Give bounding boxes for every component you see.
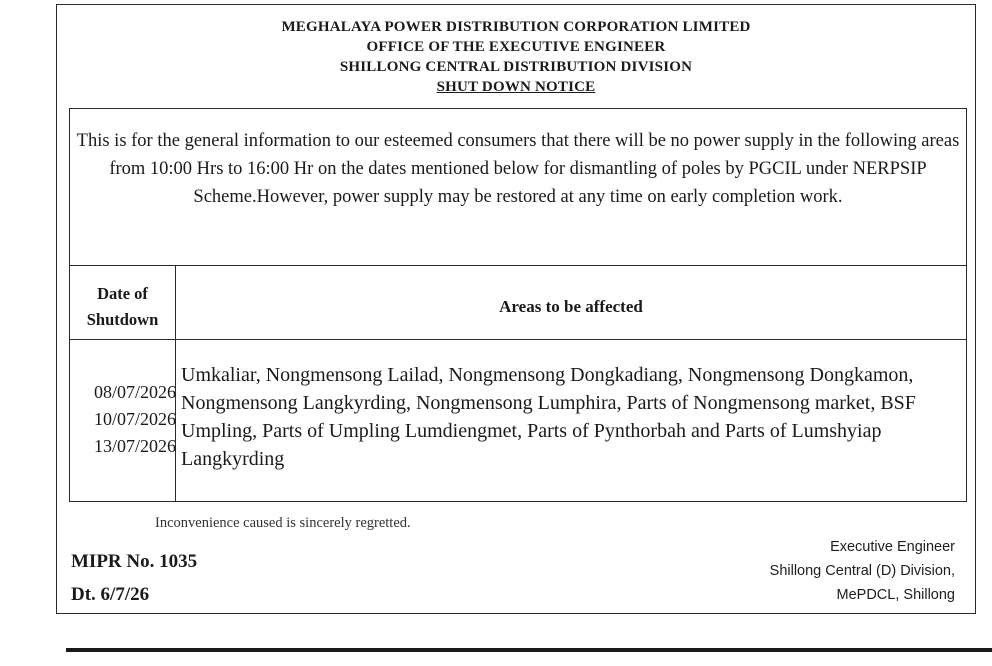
notice-frame: [56, 4, 976, 614]
affected-areas: Umkaliar, Nongmensong Lailad, Nongmensong Dongkadiang, Nongmensong Dongkamon, Nongmensong Langkyrding, Nongmensong Lumphira, Parts of Nongmensong market, BSF Umpling, Parts of Umpling Lumdiengmet, Parts of Pynthorbah and Parts of Lumshyiap Langkyrding: [181, 364, 916, 470]
notice-title: SHUT DOWN NOTICE: [436, 79, 596, 95]
notice-table: [69, 108, 967, 502]
shutdown-dates: [70, 379, 176, 460]
header-areas: Areas to be affected: [499, 297, 643, 316]
signature-block: [770, 535, 955, 607]
table-divider-top: [70, 265, 966, 266]
org-name: MEGHALAYA POWER DISTRIBUTION CORPORATION LIMITED: [281, 19, 751, 35]
mipr-number: MIPR No. 1035: [71, 551, 198, 572]
bottom-rule: [66, 648, 992, 652]
signatory-org: MePDCL, Shillong: [836, 587, 955, 603]
shutdown-date: 10/07/2026: [93, 409, 176, 429]
notice-header: [57, 17, 975, 97]
signatory-division: Shillong Central (D) Division,: [769, 563, 955, 579]
intro-paragraph: This is for the general information to our esteemed consumers that there will be no power supply in the following areas from 10:00 Hrs to 16:00 Hr on the dates mentioned below for dismantling of poles by PGCIL under NERPSIP Scheme.However, power supply may be restored at any time on early completion work.: [76, 131, 960, 207]
office-name: OFFICE OF THE EXECUTIVE ENGINEER: [366, 39, 666, 55]
header-date: [70, 273, 175, 341]
table-divider-header: [70, 339, 966, 340]
division-name: SHILLONG CENTRAL DISTRIBUTION DIVISION: [339, 59, 693, 75]
header-date-line2: Shutdown: [86, 310, 159, 329]
mipr-block: [71, 545, 197, 611]
shutdown-date: 08/07/2026: [93, 382, 176, 402]
shutdown-date: 13/07/2026: [93, 436, 176, 456]
header-date-line1: Date of: [97, 284, 148, 303]
signatory-title: Executive Engineer: [830, 539, 955, 555]
regret-note: Inconvenience caused is sincerely regretted.: [155, 515, 411, 531]
mipr-date: Dt. 6/7/26: [71, 584, 150, 605]
